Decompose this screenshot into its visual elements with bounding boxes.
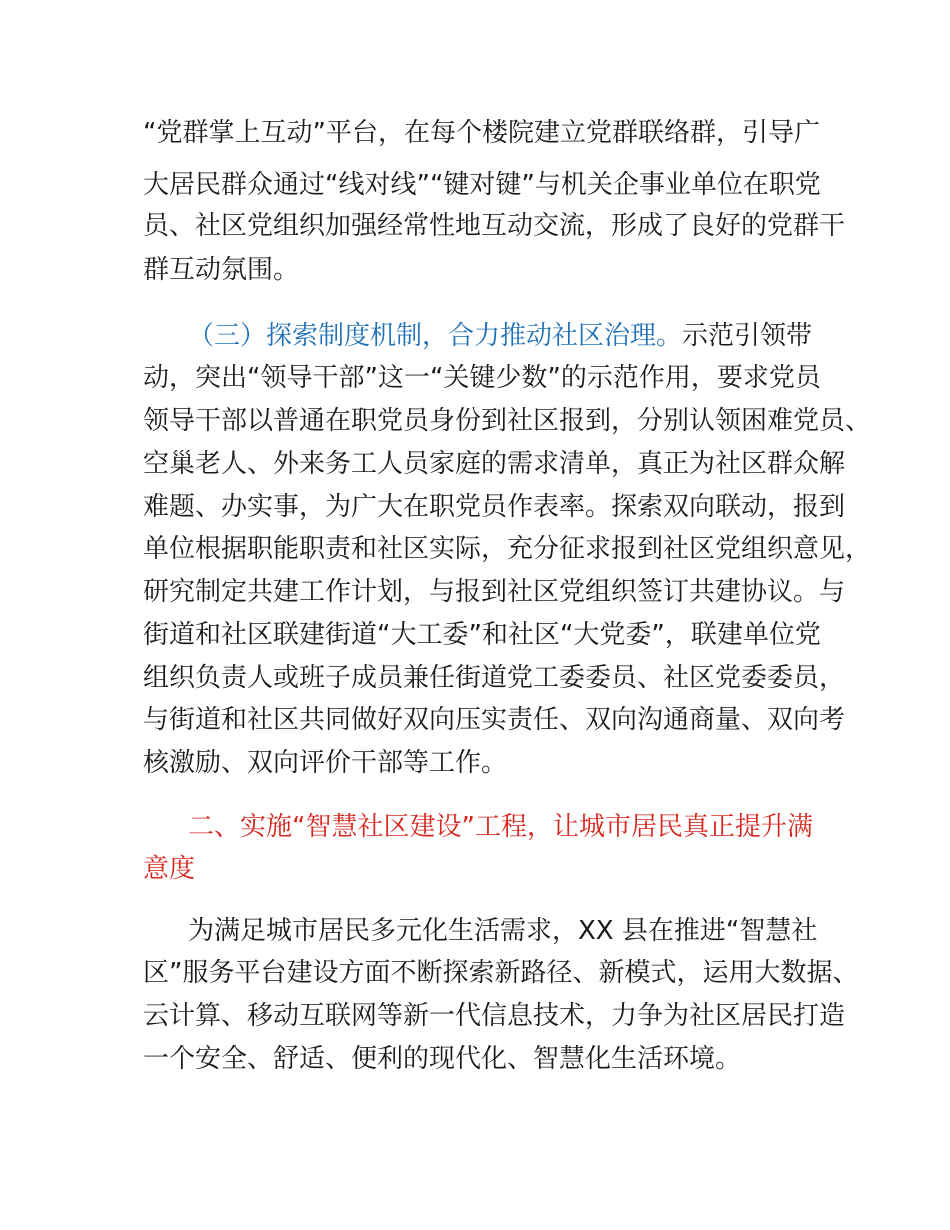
paragraph-line: 动，突出“领导干部”这一“关键少数”的示范作用，要求党员 xyxy=(143,363,821,393)
paragraph-line: 员、社区党组织加强经常性地互动交流，形成了良好的党群干 xyxy=(143,211,846,241)
section-heading: 意度 xyxy=(143,854,196,884)
paragraph-line: 空巢老人、外来务工人员家庭的需求清单，真正为社区群众解 xyxy=(143,449,846,479)
paragraph-line: 与街道和社区共同做好双向压实责任、双向沟通商量、双向考 xyxy=(143,705,846,735)
paragraph-line: 研究制定共建工作计划，与报到社区党组织签订共建协议。与 xyxy=(143,577,846,607)
paragraph-line: 核激励、双向评价干部等工作。 xyxy=(143,748,508,778)
paragraph-line: 为满足城市居民多元化生活需求，XX 县在推进“智慧社 xyxy=(188,916,818,946)
paragraph-line: 区”服务平台建设方面不断探索新路径、新模式，运用大数据、 xyxy=(143,958,859,988)
paragraph-line: 组织负责人或班子成员兼任街道党工委委员、社区党委委员， xyxy=(143,663,846,693)
subsection-line xyxy=(188,313,812,359)
paragraph-line: 街道和社区联建街道“大工委”和社区“大党委”，联建单位党 xyxy=(143,620,821,650)
paragraph-line: 领导干部以普通在职党员身份到社区报到，分别认领困难党员、 xyxy=(143,406,872,436)
paragraph-line: 单位根据职能职责和社区实际，充分征求报到社区党组织意见， xyxy=(143,534,872,564)
paragraph-line: 云计算、移动互联网等新一代信息技术，力争为社区居民打造 xyxy=(143,1001,846,1031)
subsection-heading: （三）探索制度机制，合力推动社区治理。 xyxy=(188,321,683,351)
paragraph-line: 难题、办实事，为广大在职党员作表率。探索双向联动，报到 xyxy=(143,492,846,522)
paragraph-text: 示范引领带 xyxy=(682,321,813,351)
section-heading: 二、实施“智慧社区建设”工程，让城市居民真正提升满 xyxy=(188,812,813,842)
paragraph-line: “党群掌上互动”平台，在每个楼院建立党群联络群，引导广 xyxy=(143,118,820,148)
paragraph-line: 群互动氛围。 xyxy=(143,255,300,285)
paragraph-line: 一个安全、舒适、便利的现代化、智慧化生活环境。 xyxy=(143,1044,742,1074)
paragraph-line: 大居民群众通过“线对线”“键对键”与机关企事业单位在职党 xyxy=(143,170,821,200)
